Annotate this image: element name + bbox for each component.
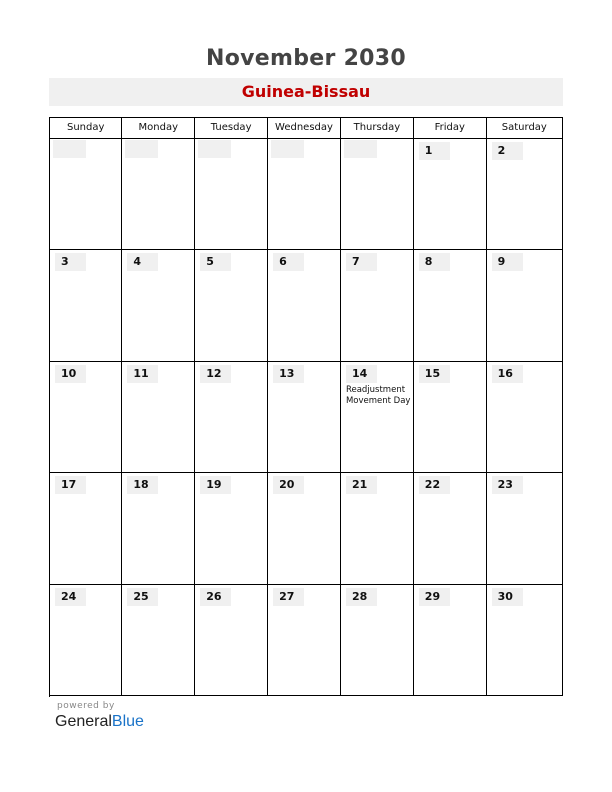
day-cell[interactable] — [50, 139, 122, 250]
day-cell[interactable] — [195, 250, 268, 361]
calendar-grid — [49, 117, 563, 697]
weekday-header-wednesday: Wednesday — [268, 118, 341, 139]
weekday-header-saturday: Saturday — [487, 118, 563, 139]
day-number: 15 — [419, 365, 450, 383]
day-number: 14 — [346, 365, 377, 383]
day-number: 11 — [127, 365, 158, 383]
powered-by-label: powered by — [57, 701, 115, 711]
week-row — [50, 362, 563, 473]
day-number: 6 — [273, 253, 304, 271]
week-row — [50, 139, 563, 250]
day-number: 19 — [200, 476, 231, 494]
day-cell[interactable] — [268, 139, 341, 250]
day-number: 12 — [200, 365, 231, 383]
day-cell[interactable] — [487, 362, 563, 473]
day-number: 21 — [346, 476, 377, 494]
day-cell[interactable] — [195, 139, 268, 250]
logo-blue-text: Blue — [111, 713, 144, 730]
day-number: 16 — [492, 365, 523, 383]
day-cell[interactable] — [50, 362, 122, 473]
weekday-header-monday: Monday — [122, 118, 195, 139]
day-number: 25 — [127, 588, 158, 606]
day-cell[interactable] — [341, 585, 414, 696]
day-cell[interactable] — [341, 362, 414, 473]
country-banner — [49, 78, 563, 106]
day-number — [125, 140, 158, 158]
day-cell[interactable] — [414, 473, 487, 584]
day-cell[interactable] — [50, 250, 122, 361]
day-number — [271, 140, 304, 158]
day-cell[interactable] — [50, 473, 122, 584]
day-cell[interactable] — [195, 473, 268, 584]
day-number — [198, 140, 231, 158]
day-cell[interactable] — [122, 585, 195, 696]
day-number: 7 — [346, 253, 377, 271]
day-number — [344, 140, 377, 158]
country-name: Guinea-Bissau — [241, 82, 371, 101]
weekday-header-sunday: Sunday — [50, 118, 122, 139]
weekday-header-tuesday: Tuesday — [195, 118, 268, 139]
day-number: 20 — [273, 476, 304, 494]
weekday-header-friday: Friday — [414, 118, 487, 139]
day-cell[interactable] — [487, 139, 563, 250]
day-cell[interactable] — [341, 473, 414, 584]
day-number: 10 — [55, 365, 86, 383]
weekday-header-thursday: Thursday — [341, 118, 414, 139]
day-number: 5 — [200, 253, 231, 271]
week-row — [50, 473, 563, 584]
day-cell[interactable] — [414, 250, 487, 361]
day-cell[interactable] — [341, 139, 414, 250]
day-cell[interactable] — [487, 250, 563, 361]
day-cell[interactable] — [414, 585, 487, 696]
day-number: 30 — [492, 588, 523, 606]
logo-general-text: General — [55, 713, 112, 730]
day-cell[interactable] — [268, 473, 341, 584]
day-number: 17 — [55, 476, 86, 494]
day-cell[interactable] — [414, 139, 487, 250]
week-row — [50, 250, 563, 361]
day-number: 23 — [492, 476, 523, 494]
week-row — [50, 585, 563, 696]
day-cell[interactable] — [50, 585, 122, 696]
day-cell[interactable] — [341, 250, 414, 361]
day-number: 3 — [55, 253, 86, 271]
day-number: 1 — [419, 142, 450, 160]
day-cell[interactable] — [487, 585, 563, 696]
day-number: 2 — [492, 142, 523, 160]
day-cell[interactable] — [195, 585, 268, 696]
day-cell[interactable] — [122, 362, 195, 473]
day-number: 13 — [273, 365, 304, 383]
day-number: 29 — [419, 588, 450, 606]
holiday-label: Readjustment Movement Day — [345, 384, 411, 406]
day-number: 8 — [419, 253, 450, 271]
day-cell[interactable] — [268, 362, 341, 473]
day-cell[interactable] — [195, 362, 268, 473]
generalblue-logo[interactable] — [55, 713, 144, 731]
day-cell[interactable] — [268, 585, 341, 696]
day-cell[interactable] — [487, 473, 563, 584]
day-number — [53, 140, 86, 158]
day-number: 22 — [419, 476, 450, 494]
day-number: 27 — [273, 588, 304, 606]
day-number: 28 — [346, 588, 377, 606]
day-cell[interactable] — [122, 473, 195, 584]
day-cell[interactable] — [268, 250, 341, 361]
day-number: 24 — [55, 588, 86, 606]
weekday-header-row — [50, 118, 563, 139]
day-number: 9 — [492, 253, 523, 271]
day-cell[interactable] — [414, 362, 487, 473]
day-number: 18 — [127, 476, 158, 494]
day-number: 4 — [127, 253, 158, 271]
calendar-title: November 2030 — [205, 46, 407, 71]
day-cell[interactable] — [122, 139, 195, 250]
day-number: 26 — [200, 588, 231, 606]
day-cell[interactable] — [122, 250, 195, 361]
